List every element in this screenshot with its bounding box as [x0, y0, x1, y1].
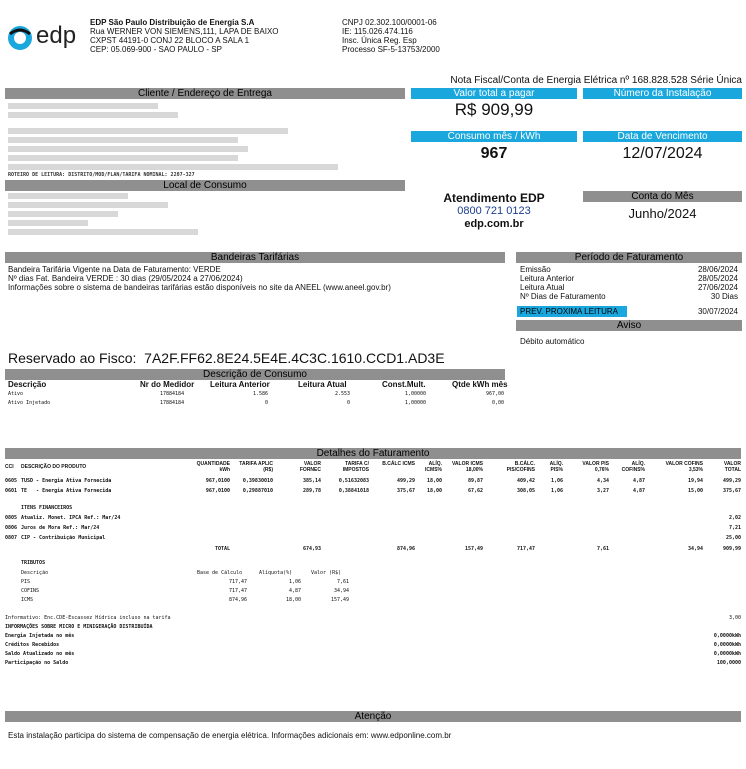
bandeira-line-1: Bandeira Tarifária Vigente na Data de Faturamento: VERDE [8, 265, 221, 274]
cell: 2.553 [334, 391, 350, 397]
info-row [5, 615, 739, 622]
col-valor-fornec: VALOR FORNEC [299, 461, 321, 473]
cell: 1,06 [288, 579, 301, 585]
col-qtde-kwh: Qtde kWh mês [452, 380, 508, 389]
atendimento-label: Atendimento EDP [443, 191, 545, 205]
tributo-row [5, 579, 739, 586]
cell: 4,34 [596, 478, 609, 484]
instalacao-label: Número da Instalação [583, 88, 742, 99]
cell: 0,0000kWh [713, 651, 741, 657]
cell: 967,0100 [205, 488, 230, 494]
periodo-row-value: 28/05/2024 [697, 274, 738, 283]
periodo-row [520, 274, 738, 283]
consumption-place-title: Local de Consumo [5, 180, 405, 191]
cell: 4,87 [632, 488, 645, 494]
cell: 0601 [5, 488, 18, 494]
edp-logo [6, 24, 86, 52]
atencao-text: Esta instalação participa do sistema de compensação de energia elétrica. Informações adicionais em: www.edponline.com.br [8, 731, 452, 740]
cell: INFORMAÇÕES SOBRE MICRO E MINIGERAÇÃO DISTRIBUÍDA [5, 624, 153, 630]
cell: 0 [346, 400, 350, 406]
cell: TRIBUTOS [21, 560, 46, 566]
cell: 967,0100 [205, 478, 230, 484]
cell: 0,0000kWh [713, 642, 741, 648]
cell: CIP - Contribuição Municipal [21, 535, 106, 541]
col-valor-total: VALOR TOTAL [723, 461, 741, 473]
reservado-fisco: Reservado ao Fisco: 7A2F.FF62.8E24.5E4E.4C3C.1610.CCD1.AD3E [8, 350, 445, 366]
cell: 0,29887010 [242, 488, 273, 494]
cell: 34,94 [687, 546, 703, 552]
cell: ITENS FINANCEIROS [21, 505, 73, 511]
periodo-row-value: 28/06/2024 [697, 265, 738, 274]
periodo-row [520, 283, 738, 292]
cell: 7,61 [336, 579, 349, 585]
valor-total: R$ 909,99 [454, 100, 534, 119]
cell: 0,00 [491, 400, 504, 406]
col-descricao-produto: DESCRIÇÃO DO PRODUTO [21, 464, 87, 470]
col-aliq-icms: ALÍQ. ICMS% [425, 461, 442, 473]
aviso-title: Aviso [516, 320, 742, 331]
cell: 7,61 [596, 546, 609, 552]
info-row [5, 660, 739, 667]
cell: Descrição [21, 570, 49, 576]
cell: 3,27 [596, 488, 609, 494]
cell: TUSD - Energia Ativa Fornecida [21, 478, 112, 484]
cell: 0,38841018 [338, 488, 369, 494]
col-aliq-pis: ALÍQ. PIS% [549, 461, 563, 473]
company-address-2: CXPST 44191-0 CONJ 22 BLOCO A SALA 1 [90, 36, 250, 45]
atendimento-site[interactable]: edp.com.br [464, 218, 524, 230]
cell: 967,00 [485, 391, 504, 397]
cell: 409,42 [516, 478, 535, 484]
consumo-row [8, 391, 508, 398]
edp-logo-icon [6, 24, 34, 52]
consumo-value: 967 [480, 145, 508, 162]
cell: 874,96 [228, 597, 247, 603]
conta-mes-label: Conta do Mês [583, 191, 742, 202]
cell: 4,87 [288, 588, 301, 594]
cell: 499,29 [722, 478, 741, 484]
cnpj: CNPJ 02.302.100/0001-06 [342, 18, 437, 27]
cell: Informativo: Enc.CDE-Escassez Hídrica incluso na tarifa [5, 615, 171, 621]
cell: 157,49 [464, 546, 483, 552]
financial-row [5, 535, 739, 542]
logo-text: edp [36, 22, 77, 49]
atencao-title: Atenção [5, 711, 741, 722]
processo: Processo SF-5-13753/2000 [342, 45, 440, 54]
total-label: TOTAL [215, 546, 231, 552]
bandeiras-title: Bandeiras Tarifárias [5, 252, 505, 263]
col-quantidade: QUANTIDADE kWh [196, 461, 230, 473]
cell: 0605 [5, 478, 18, 484]
cell: TE - Energia Ativa Fornecida [21, 488, 112, 494]
debito-automatico: Débito automático [520, 337, 585, 346]
vencimento-value: 12/07/2024 [622, 145, 703, 162]
faturamento-header-row [5, 461, 741, 475]
faturamento-item-row [5, 478, 739, 485]
valor-total-label: Valor total a pagar [411, 88, 577, 99]
cell: 100,0000 [716, 660, 741, 666]
col-leitura-anterior: Leitura Anterior [210, 380, 270, 389]
col-const-mult: Const.Mult. [382, 380, 426, 389]
info-row [5, 633, 739, 640]
bandeira-line-3: Informações sobre o sistema de bandeiras tarifárias estão disponíveis no site da ANEEL (www.aneel.gov.br) [8, 283, 391, 292]
periodo-row-label: Nº Dias de Faturamento [520, 292, 606, 301]
consumo-label: Consumo mês / kWh [411, 131, 577, 142]
cell: Juros de Mora Ref.: Mar/24 [21, 525, 100, 531]
financial-row [5, 515, 739, 522]
cell: 375,67 [722, 488, 741, 494]
cell: Saldo Atualizado no mês [5, 651, 75, 657]
cell: 717,47 [228, 588, 247, 594]
consumo-row [8, 400, 508, 407]
cell: 0,51632083 [338, 478, 369, 484]
col-leitura-atual: Leitura Atual [298, 380, 347, 389]
periodo-row-label: Leitura Anterior [520, 274, 575, 283]
company-address-1: Rua WERNER VON SIEMENS,111, LAPA DE BAIXO [90, 27, 279, 36]
faturamento-title: Detalhes do Faturamento [5, 448, 741, 459]
cell: 717,47 [228, 579, 247, 585]
tributo-row [5, 588, 739, 595]
cell: 157,49 [330, 597, 349, 603]
cell: 0 [264, 400, 268, 406]
faturamento-item-row [5, 488, 739, 495]
itens-financeiros-label [5, 505, 739, 512]
cell: 15,00 [687, 488, 703, 494]
cell: 17884184 [160, 400, 185, 406]
cell: Ativo Injetado [8, 400, 51, 406]
cell: Créditos Recebidos [5, 642, 60, 648]
cell: 2,02 [728, 515, 741, 521]
cell: 1,00000 [404, 391, 426, 397]
cell: Valor (R$) [311, 570, 342, 576]
cell: 25,00 [725, 535, 741, 541]
cell: 67,62 [467, 488, 483, 494]
col-tarifa-aplic: TARIFA APLIC (R$) [239, 461, 273, 473]
cell: 1.586 [252, 391, 268, 397]
financial-row [5, 525, 739, 532]
cell: 674,93 [302, 546, 321, 552]
prev-leitura-value: 30/07/2024 [697, 307, 738, 316]
cell: 1,00000 [404, 400, 426, 406]
cell: Alíquota(%) [259, 570, 293, 576]
col-cci: CCI [5, 464, 14, 470]
periodo-row [520, 265, 738, 274]
periodo-title: Período de Faturamento [516, 252, 742, 263]
cell: 308,05 [516, 488, 535, 494]
info-row [5, 624, 739, 631]
cell: 0,0000kWh [713, 633, 741, 639]
periodo-row-value: 30 Dias [710, 292, 738, 301]
company-address-3: CEP: 05.069-900 - SAO PAULO - SP [90, 45, 222, 54]
cell: 289,78 [302, 488, 321, 494]
cell: Base de Cálculo [197, 570, 243, 576]
cell: PIS [21, 579, 31, 585]
vencimento-label: Data de Vencimento [583, 131, 742, 142]
cell: 909,99 [722, 546, 741, 552]
prev-leitura-label: PREV. PROXIMA LEITURA [517, 306, 627, 317]
cell: COFINS [21, 588, 40, 594]
col-medidor: Nr do Medidor [140, 380, 195, 389]
cell: 499,29 [396, 478, 415, 484]
descricao-consumo-title: Descrição de Consumo [5, 369, 505, 380]
info-row [5, 651, 739, 658]
conta-mes-value: Junho/2024 [628, 206, 697, 221]
periodo-row-label: Leitura Atual [520, 283, 565, 292]
col-descricao: Descrição [8, 380, 47, 389]
col-bc-pis-cofins: B.CÁLC. PIS/COFINS [506, 461, 535, 473]
cell: Ativo [8, 391, 24, 397]
cell: 0,39830010 [242, 478, 273, 484]
periodo-row [520, 292, 738, 301]
cell: 1,06 [550, 488, 563, 494]
cell: 375,67 [396, 488, 415, 494]
cell: 18,00 [426, 488, 442, 494]
cell: 89,87 [467, 478, 483, 484]
cell: 1,06 [550, 478, 563, 484]
cell: Participação no Saldo [5, 660, 69, 666]
cell: 4,87 [632, 478, 645, 484]
tributo-row [5, 597, 739, 604]
client-route-line: ROTEIRO DE LEITURA: DISTRITO/MOD/FLAN/TARIFA NOMINAL: 2207-327 [8, 172, 195, 178]
cell: 874,96 [396, 546, 415, 552]
cell: 0807 [5, 535, 18, 541]
cell: Energia Injetada no mês [5, 633, 75, 639]
consumo-header-row [8, 380, 508, 389]
cell: ICMS [21, 597, 34, 603]
col-valor-icms: VALOR ICMS 18,00% [451, 461, 483, 473]
cell: 17884184 [160, 391, 185, 397]
insc: Insc. Única Reg. Esp [342, 36, 417, 45]
cell: 3,00 [728, 615, 741, 621]
col-tarifa-impostos: TARIFA C/ IMPOSTOS [342, 461, 369, 473]
bandeiras-info [8, 265, 508, 292]
cell: 18,00 [285, 597, 301, 603]
col-bc-icms: B.CÁLC ICMS [382, 461, 415, 467]
cell: 18,00 [426, 478, 442, 484]
periodo-row-label: Emissão [520, 265, 551, 274]
cell: 7,21 [728, 525, 741, 531]
cell: 385,14 [302, 478, 321, 484]
cell: 717,47 [516, 546, 535, 552]
tax-info [342, 18, 492, 54]
cell: 0806 [5, 525, 18, 531]
cell: Atualiz. Monet. IPCA Ref.: Mar/24 [21, 515, 121, 521]
atendimento-phone[interactable]: 0800 721 0123 [457, 205, 531, 217]
client-title: Cliente / Endereço de Entrega [5, 88, 405, 99]
cell: 34,94 [333, 588, 349, 594]
faturamento-total-row [5, 546, 739, 553]
tributos-header-row [5, 570, 739, 577]
info-row [5, 642, 739, 649]
invoice-title: Nota Fiscal/Conta de Energia Elétrica nº 168.828.528 Série Única [450, 75, 742, 86]
tributos-title [5, 560, 739, 567]
company-info [90, 18, 320, 54]
periodo-row-value: 27/06/2024 [697, 283, 738, 292]
periodo-rows [520, 265, 738, 301]
col-aliq-cofins: ALÍQ. COFINS% [621, 461, 645, 473]
cell: 0805 [5, 515, 18, 521]
ie: IE: 115.026.474.116 [342, 27, 413, 36]
company-name: EDP São Paulo Distribuição de Energia S.A [90, 18, 255, 27]
bandeira-line-2: Nº dias Fat. Bandeira VERDE : 30 dias (29/05/2024 a 27/06/2024) [8, 274, 243, 283]
cell: 19,94 [687, 478, 703, 484]
col-valor-pis: VALOR PIS 0,76% [582, 461, 609, 473]
col-valor-cofins: VALOR COFINS 3,53% [665, 461, 703, 473]
